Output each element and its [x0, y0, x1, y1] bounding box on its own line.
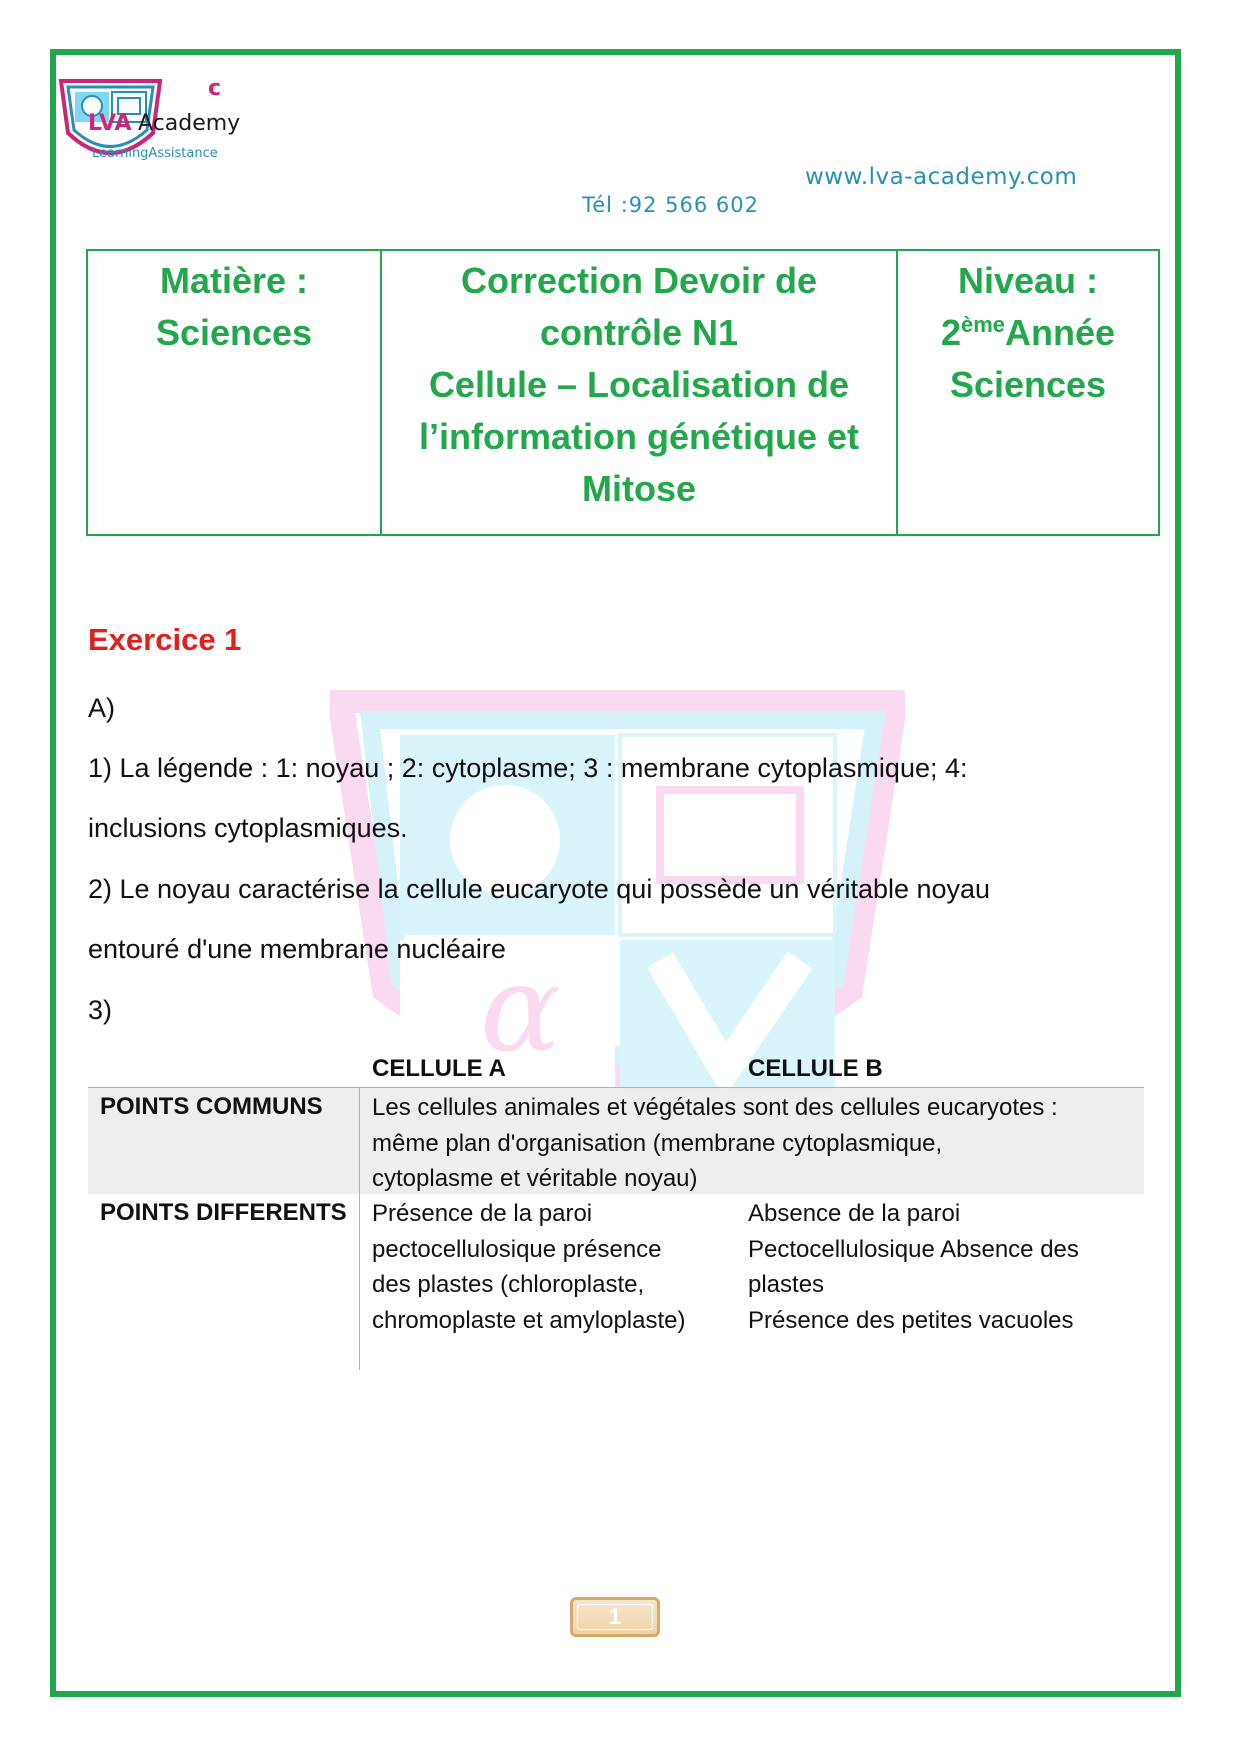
level-year-word: Année: [1005, 312, 1116, 353]
common-line: Les cellules animales et végétales sont des cellules eucaryotes :: [372, 1094, 1058, 1121]
question-2-line: entouré d'une membrane nucléaire: [88, 934, 506, 964]
part-a-label: A): [88, 693, 115, 723]
level-number: 2: [940, 312, 961, 353]
diff-a-line: Présence de la paroi: [372, 1200, 593, 1227]
title-line: contrôle N1: [539, 312, 739, 353]
page-number-badge: [570, 1597, 660, 1637]
level-cell: [897, 250, 1159, 535]
diff-b-line: Pectocellulosique Absence des: [748, 1235, 1079, 1263]
title-line: Mitose: [581, 468, 696, 509]
diff-a-line: des plastes (chloroplaste,: [372, 1271, 645, 1298]
diff-b-line: Absence de la paroi: [748, 1200, 961, 1227]
phone-number: Tél :92 566 602: [582, 193, 760, 217]
column-header-cellule-a: CELLULE A: [372, 1055, 506, 1082]
subject-label: Matière :: [159, 260, 309, 301]
common-points-text: [372, 1090, 1058, 1197]
diff-b-line: Présence des petites vacuoles: [748, 1306, 1074, 1334]
level-year: [899, 307, 1157, 359]
diff-a-line: pectocellulosique présence: [372, 1235, 662, 1263]
header-table: [86, 249, 1160, 536]
level-sup: ème: [960, 312, 1006, 337]
title-line: Correction Devoir de: [460, 260, 818, 301]
logo-academy: Academy: [138, 111, 241, 136]
question-2-line: 2) Le noyau caractérise la cellule eucaryote qui possède un véritable noyau: [88, 874, 991, 904]
different-points-cellule-a: [372, 1196, 685, 1338]
title-line: l’information génétique et: [418, 416, 859, 457]
table-divider: [88, 1087, 1144, 1088]
exercise-title: Exercice 1: [88, 622, 242, 657]
diff-b-line: plastes: [748, 1271, 825, 1298]
lva-academy-logo: [58, 78, 258, 168]
level-label: Niveau :: [957, 260, 1099, 301]
level-stream: Sciences: [949, 364, 1107, 405]
question-1-line: inclusions cytoplasmiques.: [88, 813, 408, 843]
common-line: même plan d'organisation (membrane cytoplasmique,: [372, 1129, 943, 1157]
svg-text:α: α: [480, 940, 562, 1079]
title-cell: [381, 250, 897, 535]
table-column-divider: [359, 1088, 360, 1370]
column-header-cellule-b: CELLULE B: [748, 1055, 883, 1082]
page-number: 1: [608, 1604, 622, 1629]
diff-a-line: chromoplaste et amyloplaste): [372, 1306, 686, 1334]
website-link[interactable]: www.lva-academy.com: [805, 164, 1078, 190]
subject-cell: [87, 250, 381, 535]
row-label-common: POINTS COMMUNS: [100, 1093, 323, 1120]
different-points-cellule-b: [748, 1196, 1079, 1338]
common-line: cytoplasme et véritable noyau): [372, 1165, 698, 1192]
title-line: Cellule – Localisation de: [428, 364, 850, 405]
logo-tagline: LearningAssistance: [92, 146, 218, 161]
question-3-label: 3): [88, 995, 113, 1025]
page-badge-frame: [577, 1604, 653, 1630]
logo-brand: LVA: [88, 111, 132, 136]
logo-c-mark: c: [208, 76, 222, 101]
subject-value: Sciences: [155, 312, 313, 353]
question-1-line: 1) La légende : 1: noyau ; 2: cytoplasme; 3 : membrane cytoplasmique; 4:: [88, 753, 968, 783]
row-label-different: POINTS DIFFERENTS: [100, 1199, 347, 1226]
